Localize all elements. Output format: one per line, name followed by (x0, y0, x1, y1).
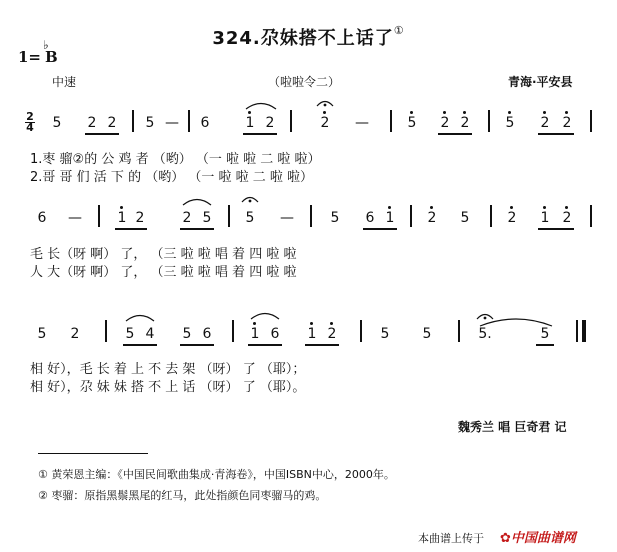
note: 5 (37, 326, 47, 342)
upload-text: 本曲谱上传于 (418, 532, 484, 545)
slur (125, 312, 155, 322)
note: 1 (117, 210, 127, 226)
fermata (316, 97, 334, 107)
note: 6 (200, 115, 210, 131)
dash: — (68, 210, 82, 226)
beam (243, 133, 277, 135)
dash: — (355, 115, 369, 131)
note: 5 (330, 210, 340, 226)
note: 2 (427, 210, 437, 226)
region-label: 青海·平安县 (508, 75, 573, 89)
lyrics-verse-1: 1.枣 骝②的 公 鸡 者 （哟） （一 啦 啦 二 啦 啦） (30, 152, 321, 167)
note: 2 (87, 115, 97, 131)
tempo-marking: 中速 (52, 75, 77, 89)
barline (105, 320, 107, 342)
note: 5 (380, 326, 390, 342)
note: 5 (202, 210, 212, 226)
note: 5. (478, 326, 492, 342)
slur (245, 100, 277, 110)
final-barline-thin (576, 320, 578, 342)
beam (536, 344, 554, 346)
note: 2 (135, 210, 145, 226)
beam (180, 228, 214, 230)
beam (85, 133, 119, 135)
note: 6 (270, 326, 280, 342)
note: 6 (365, 210, 375, 226)
beam (123, 344, 157, 346)
note: 2 (507, 210, 517, 226)
barline (490, 205, 492, 227)
dash: — (165, 115, 179, 131)
beam (363, 228, 397, 230)
lyrics-verse-2: 2.哥 哥 们 活 下 的 （哟） （一 啦 啦 二 啦 啦） (30, 170, 313, 185)
note: 2 (107, 115, 117, 131)
note: 2 (70, 326, 80, 342)
barline (390, 110, 392, 132)
lyrics-verse-2: 相 好），尕 妹 妹 搭 不 上 话 （呀） 了 （耶）。 (30, 380, 306, 395)
beam (180, 344, 214, 346)
note: 1 (307, 326, 317, 342)
note: 5 (407, 115, 417, 131)
tune-subtitle: （啦啦令二） (268, 75, 341, 89)
barline (228, 205, 230, 227)
barline (132, 110, 134, 132)
note: 2 (540, 115, 550, 131)
beam (438, 133, 472, 135)
note: 5 (125, 326, 135, 342)
note: 5 (505, 115, 515, 131)
note: 2 (265, 115, 275, 131)
note: 2 (320, 115, 330, 131)
note: 5 (182, 326, 192, 342)
lyrics-verse-2: 人 大（呀 啊） 了， （三 啦 啦 唱 着 四 啦 啦 (30, 265, 297, 280)
beam (538, 228, 574, 230)
note: 5 (422, 326, 432, 342)
note: 6 (37, 210, 47, 226)
barline (590, 205, 592, 227)
footnote-2: ② 枣骝：原指黑鬃黑尾的红马，此处指颜色同枣骝马的鸡。 (38, 489, 327, 502)
note: 5 (52, 115, 62, 131)
note: 6 (202, 326, 212, 342)
note: 2 (460, 115, 470, 131)
barline (232, 320, 234, 342)
note: 2 (562, 210, 572, 226)
song-title: 324.尕妹搭不上话了① (212, 24, 405, 49)
barline (290, 110, 292, 132)
footnote-1: ① 黄荣恩主编：《中国民间歌曲集成·青海卷》，中国ISBN中心，2000年。 (38, 468, 395, 481)
performer-credit: 魏秀兰 唱 巨奇君 记 (458, 420, 567, 434)
footnote-divider (38, 453, 148, 454)
barline (590, 110, 592, 132)
note: 5 (540, 326, 550, 342)
flat-sign: ♭ (43, 38, 49, 52)
note: 5 (145, 115, 155, 131)
barline (488, 110, 490, 132)
final-barline-thick (582, 320, 586, 342)
note: 2 (327, 326, 337, 342)
dash: — (280, 210, 294, 226)
barline (410, 205, 412, 227)
lyrics-verse-1: 相 好），毛 长 着 上 不 去 架 （呀） 了 （耶）； (30, 362, 306, 377)
note: 4 (145, 326, 155, 342)
fermata (241, 193, 259, 203)
note: 1 (385, 210, 395, 226)
key-signature: 1= B ♭ (18, 38, 58, 66)
beam (115, 228, 147, 230)
note: 2 (440, 115, 450, 131)
note: 1 (540, 210, 550, 226)
barline (360, 320, 362, 342)
slur (182, 196, 212, 206)
note: 1 (250, 326, 260, 342)
site-logo[interactable]: ✿中国曲谱网 (500, 531, 576, 546)
note: 1 (245, 115, 255, 131)
beam (248, 344, 282, 346)
barline (98, 205, 100, 227)
slur (250, 310, 280, 320)
beam (538, 133, 574, 135)
title-footnote-mark: ① (393, 24, 405, 37)
note: 5 (245, 210, 255, 226)
beam (305, 344, 339, 346)
note: 2 (182, 210, 192, 226)
logo-mark-icon: ✿ (500, 531, 511, 546)
note: 5 (460, 210, 470, 226)
note: 2 (562, 115, 572, 131)
barline (310, 205, 312, 227)
tie (476, 316, 556, 328)
barline (458, 320, 460, 342)
barline (188, 110, 190, 132)
time-signature: 2 4 (26, 110, 34, 134)
lyrics-verse-1: 毛 长（呀 啊） 了， （三 啦 啦 唱 着 四 啦 啦 (30, 247, 297, 262)
